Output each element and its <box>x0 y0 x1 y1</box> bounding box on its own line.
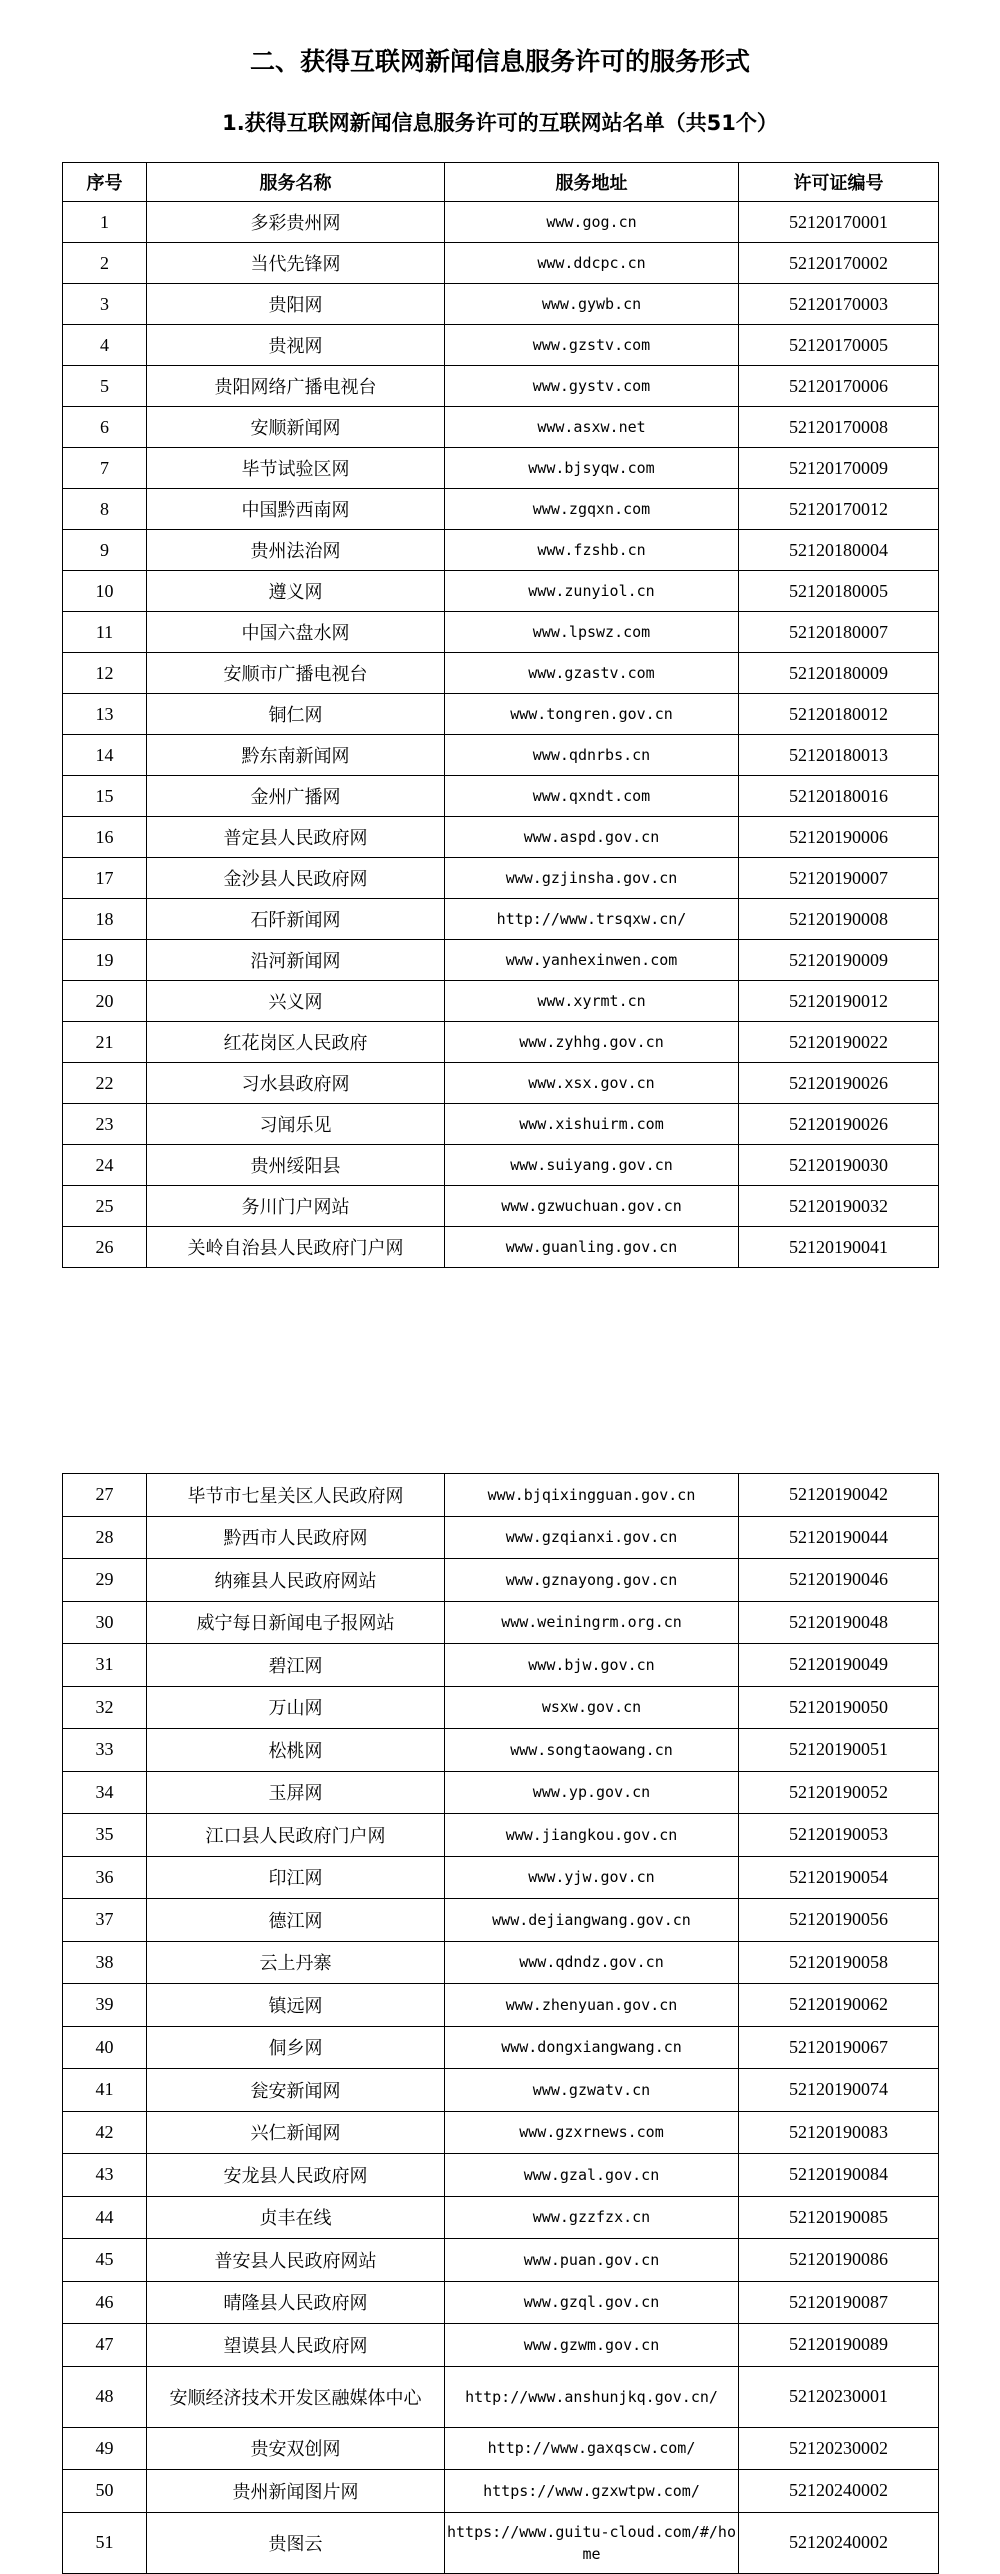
row-service-name: 瓮安新闻网 <box>147 2069 445 2112</box>
row-license-number: 52120180004 <box>739 530 939 571</box>
table-row <box>63 1729 939 1772</box>
row-seq: 33 <box>63 1729 147 1772</box>
row-service-address: www.xyrmt.cn <box>445 981 739 1022</box>
row-service-address: www.weiningrm.org.cn <box>445 1601 739 1644</box>
row-seq: 17 <box>63 858 147 899</box>
row-license-number: 52120190087 <box>739 2281 939 2324</box>
row-license-number: 52120170006 <box>739 366 939 407</box>
row-seq: 20 <box>63 981 147 1022</box>
row-service-name: 贵州绥阳县 <box>147 1145 445 1186</box>
row-license-number: 52120190089 <box>739 2324 939 2367</box>
row-service-name: 红花岗区人民政府 <box>147 1022 445 1063</box>
row-license-number: 52120190050 <box>739 1686 939 1729</box>
row-seq: 40 <box>63 2026 147 2069</box>
table-header-row <box>63 163 939 202</box>
row-seq: 50 <box>63 2470 147 2513</box>
row-seq: 3 <box>63 284 147 325</box>
row-service-name: 务川门户网站 <box>147 1186 445 1227</box>
row-license-number: 52120240002 <box>739 2512 939 2573</box>
row-service-name: 安顺新闻网 <box>147 407 445 448</box>
row-service-name: 贵阳网 <box>147 284 445 325</box>
row-service-address: www.gzwm.gov.cn <box>445 2324 739 2367</box>
row-license-number: 52120170005 <box>739 325 939 366</box>
table-row <box>63 2281 939 2324</box>
table-row <box>63 1516 939 1559</box>
row-service-address: www.suiyang.gov.cn <box>445 1145 739 1186</box>
row-service-address: www.gystv.com <box>445 366 739 407</box>
table-row <box>63 2154 939 2197</box>
row-seq: 8 <box>63 489 147 530</box>
table-row <box>63 530 939 571</box>
table-row <box>63 1559 939 1602</box>
row-license-number: 52120190042 <box>739 1474 939 1517</box>
row-license-number: 52120190058 <box>739 1941 939 1984</box>
row-service-address: http://www.anshunjkq.gov.cn/ <box>445 2366 739 2427</box>
row-service-name: 毕节试验区网 <box>147 448 445 489</box>
row-service-address: www.qdnrbs.cn <box>445 735 739 776</box>
table-row <box>63 694 939 735</box>
row-license-number: 52120190051 <box>739 1729 939 1772</box>
row-license-number: 52120190067 <box>739 2026 939 2069</box>
row-service-name: 威宁每日新闻电子报网站 <box>147 1601 445 1644</box>
row-license-number: 52120180016 <box>739 776 939 817</box>
row-service-address: www.zyhhg.gov.cn <box>445 1022 739 1063</box>
row-service-address: www.gzqianxi.gov.cn <box>445 1516 739 1559</box>
table-row <box>63 202 939 243</box>
table-row <box>63 1686 939 1729</box>
row-license-number: 52120170009 <box>739 448 939 489</box>
row-license-number: 52120190084 <box>739 2154 939 2197</box>
row-service-address: www.songtaowang.cn <box>445 1729 739 1772</box>
table-row <box>63 817 939 858</box>
row-seq: 51 <box>63 2512 147 2573</box>
row-service-name: 纳雍县人民政府网站 <box>147 1559 445 1602</box>
row-service-name: 普定县人民政府网 <box>147 817 445 858</box>
table-row <box>63 653 939 694</box>
row-seq: 2 <box>63 243 147 284</box>
table-row <box>63 1474 939 1517</box>
row-license-number: 52120190085 <box>739 2196 939 2239</box>
table-row <box>63 1814 939 1857</box>
row-service-name: 普安县人民政府网站 <box>147 2239 445 2282</box>
row-seq: 38 <box>63 1941 147 1984</box>
row-license-number: 52120180009 <box>739 653 939 694</box>
row-service-address: www.gog.cn <box>445 202 739 243</box>
row-license-number: 52120190056 <box>739 1899 939 1942</box>
row-service-name: 贞丰在线 <box>147 2196 445 2239</box>
row-seq: 41 <box>63 2069 147 2112</box>
row-seq: 32 <box>63 1686 147 1729</box>
table-row <box>63 2069 939 2112</box>
row-service-name: 习水县政府网 <box>147 1063 445 1104</box>
row-service-name: 镇远网 <box>147 1984 445 2027</box>
row-seq: 26 <box>63 1227 147 1268</box>
table-row <box>63 1771 939 1814</box>
row-seq: 31 <box>63 1644 147 1687</box>
row-seq: 44 <box>63 2196 147 2239</box>
row-service-name: 金沙县人民政府网 <box>147 858 445 899</box>
row-license-number: 52120190048 <box>739 1601 939 1644</box>
row-service-name: 贵阳网络广播电视台 <box>147 366 445 407</box>
header-license-number: 许可证编号 <box>739 163 939 202</box>
row-service-address: www.gzastv.com <box>445 653 739 694</box>
row-service-name: 黔西市人民政府网 <box>147 1516 445 1559</box>
row-seq: 28 <box>63 1516 147 1559</box>
row-seq: 12 <box>63 653 147 694</box>
row-license-number: 52120190032 <box>739 1186 939 1227</box>
row-service-name: 贵安双创网 <box>147 2427 445 2470</box>
row-service-address: www.bjsyqw.com <box>445 448 739 489</box>
row-service-address: www.zunyiol.cn <box>445 571 739 612</box>
row-service-address: www.yp.gov.cn <box>445 1771 739 1814</box>
row-service-name: 习闻乐见 <box>147 1104 445 1145</box>
row-service-address: www.jiangkou.gov.cn <box>445 1814 739 1857</box>
row-service-address: www.gzxrnews.com <box>445 2111 739 2154</box>
row-service-address: www.fzshb.cn <box>445 530 739 571</box>
row-service-name: 贵视网 <box>147 325 445 366</box>
table-row <box>63 612 939 653</box>
row-license-number: 52120190046 <box>739 1559 939 1602</box>
row-seq: 7 <box>63 448 147 489</box>
row-seq: 10 <box>63 571 147 612</box>
row-seq: 13 <box>63 694 147 735</box>
table-caption: 1.获得互联网新闻信息服务许可的互联网站名单（共51个） <box>222 111 778 135</box>
table-row <box>63 1984 939 2027</box>
row-license-number: 52120190049 <box>739 1644 939 1687</box>
table-row <box>63 1644 939 1687</box>
row-seq: 14 <box>63 735 147 776</box>
row-service-address: www.gznayong.gov.cn <box>445 1559 739 1602</box>
row-service-address: www.gzwuchuan.gov.cn <box>445 1186 739 1227</box>
row-service-address: wsxw.gov.cn <box>445 1686 739 1729</box>
table-row <box>63 1145 939 1186</box>
table-row <box>63 1941 939 1984</box>
row-service-address: www.gzjinsha.gov.cn <box>445 858 739 899</box>
row-license-number: 52120230001 <box>739 2366 939 2427</box>
row-service-address: www.xishuirm.com <box>445 1104 739 1145</box>
row-service-name: 德江网 <box>147 1899 445 1942</box>
row-seq: 39 <box>63 1984 147 2027</box>
table-row <box>63 1601 939 1644</box>
table-row <box>63 981 939 1022</box>
row-service-address: www.gzzfzx.cn <box>445 2196 739 2239</box>
table-row <box>63 2196 939 2239</box>
row-service-name: 云上丹寨 <box>147 1941 445 1984</box>
row-service-name: 铜仁网 <box>147 694 445 735</box>
row-service-name: 松桃网 <box>147 1729 445 1772</box>
table-row <box>63 489 939 530</box>
header-service-address: 服务地址 <box>445 163 739 202</box>
row-service-name: 望谟县人民政府网 <box>147 2324 445 2367</box>
table-row <box>63 2366 939 2427</box>
row-license-number: 52120170012 <box>739 489 939 530</box>
row-service-address: www.dejiangwang.gov.cn <box>445 1899 739 1942</box>
row-seq: 9 <box>63 530 147 571</box>
table-row <box>63 2239 939 2282</box>
row-license-number: 52120240002 <box>739 2470 939 2513</box>
header-seq: 序号 <box>63 163 147 202</box>
table-row <box>63 1022 939 1063</box>
table-row <box>63 366 939 407</box>
row-license-number: 52120190007 <box>739 858 939 899</box>
table-row <box>63 2470 939 2513</box>
row-service-name: 兴义网 <box>147 981 445 1022</box>
row-seq: 34 <box>63 1771 147 1814</box>
row-seq: 6 <box>63 407 147 448</box>
table-row <box>63 776 939 817</box>
table-row <box>63 325 939 366</box>
row-service-address: www.gywb.cn <box>445 284 739 325</box>
table-row <box>63 407 939 448</box>
table-row <box>63 1186 939 1227</box>
row-seq: 4 <box>63 325 147 366</box>
row-service-name: 石阡新闻网 <box>147 899 445 940</box>
row-service-address: www.yanhexinwen.com <box>445 940 739 981</box>
table-row <box>63 899 939 940</box>
table-row <box>63 2026 939 2069</box>
row-license-number: 52120190054 <box>739 1856 939 1899</box>
row-license-number: 52120190041 <box>739 1227 939 1268</box>
row-seq: 29 <box>63 1559 147 1602</box>
row-service-address: http://www.gaxqscw.com/ <box>445 2427 739 2470</box>
row-license-number: 52120230002 <box>739 2427 939 2470</box>
row-seq: 25 <box>63 1186 147 1227</box>
row-service-name: 兴仁新闻网 <box>147 2111 445 2154</box>
row-service-address: http://www.trsqxw.cn/ <box>445 899 739 940</box>
row-service-address: www.yjw.gov.cn <box>445 1856 739 1899</box>
row-service-name: 贵图云 <box>147 2512 445 2573</box>
row-seq: 45 <box>63 2239 147 2282</box>
row-seq: 43 <box>63 2154 147 2197</box>
table-row <box>63 2427 939 2470</box>
table-row <box>63 1899 939 1942</box>
row-seq: 24 <box>63 1145 147 1186</box>
row-license-number: 52120170001 <box>739 202 939 243</box>
row-license-number: 52120190006 <box>739 817 939 858</box>
row-seq: 18 <box>63 899 147 940</box>
row-license-number: 52120170002 <box>739 243 939 284</box>
row-service-name: 金州广播网 <box>147 776 445 817</box>
row-license-number: 52120170008 <box>739 407 939 448</box>
row-seq: 19 <box>63 940 147 981</box>
row-seq: 35 <box>63 1814 147 1857</box>
table-row <box>63 858 939 899</box>
row-service-address: www.bjqixingguan.gov.cn <box>445 1474 739 1517</box>
table-row <box>63 2324 939 2367</box>
site-list-table-part-2 <box>62 1473 939 2574</box>
row-service-name: 晴隆县人民政府网 <box>147 2281 445 2324</box>
row-service-name: 贵州法治网 <box>147 530 445 571</box>
row-license-number: 52120190062 <box>739 1984 939 2027</box>
table-row <box>63 448 939 489</box>
table-row <box>63 284 939 325</box>
row-service-name: 江口县人民政府门户网 <box>147 1814 445 1857</box>
table-row <box>63 2111 939 2154</box>
table-row <box>63 1104 939 1145</box>
row-service-name: 玉屏网 <box>147 1771 445 1814</box>
row-seq: 42 <box>63 2111 147 2154</box>
row-service-address: www.gzstv.com <box>445 325 739 366</box>
row-service-address: www.aspd.gov.cn <box>445 817 739 858</box>
row-service-address: www.tongren.gov.cn <box>445 694 739 735</box>
row-seq: 46 <box>63 2281 147 2324</box>
row-license-number: 52120190053 <box>739 1814 939 1857</box>
row-seq: 16 <box>63 817 147 858</box>
row-seq: 11 <box>63 612 147 653</box>
row-service-address: www.bjw.gov.cn <box>445 1644 739 1687</box>
row-service-address: www.lpswz.com <box>445 612 739 653</box>
row-service-address: www.guanling.gov.cn <box>445 1227 739 1268</box>
row-seq: 48 <box>63 2366 147 2427</box>
row-service-address: https://www.guitu-cloud.com/#/home <box>445 2512 739 2573</box>
row-service-name: 当代先锋网 <box>147 243 445 284</box>
row-seq: 36 <box>63 1856 147 1899</box>
row-seq: 30 <box>63 1601 147 1644</box>
row-license-number: 52120190012 <box>739 981 939 1022</box>
row-service-name: 碧江网 <box>147 1644 445 1687</box>
row-service-address: www.asxw.net <box>445 407 739 448</box>
row-service-name: 安顺经济技术开发区融媒体中心 <box>147 2366 445 2427</box>
row-service-name: 关岭自治县人民政府门户网 <box>147 1227 445 1268</box>
table-row <box>63 1227 939 1268</box>
row-license-number: 52120190044 <box>739 1516 939 1559</box>
row-seq: 23 <box>63 1104 147 1145</box>
row-license-number: 52120180012 <box>739 694 939 735</box>
row-seq: 27 <box>63 1474 147 1517</box>
row-service-name: 侗乡网 <box>147 2026 445 2069</box>
row-license-number: 52120190083 <box>739 2111 939 2154</box>
row-license-number: 52120190052 <box>739 1771 939 1814</box>
row-service-name: 万山网 <box>147 1686 445 1729</box>
row-seq: 1 <box>63 202 147 243</box>
row-license-number: 52120190008 <box>739 899 939 940</box>
row-service-address: www.gzal.gov.cn <box>445 2154 739 2197</box>
row-seq: 37 <box>63 1899 147 1942</box>
row-service-address: www.qdndz.gov.cn <box>445 1941 739 1984</box>
table-row <box>63 243 939 284</box>
row-license-number: 52120170003 <box>739 284 939 325</box>
row-seq: 15 <box>63 776 147 817</box>
row-service-name: 安顺市广播电视台 <box>147 653 445 694</box>
row-license-number: 52120190022 <box>739 1022 939 1063</box>
table-row <box>63 571 939 612</box>
row-seq: 5 <box>63 366 147 407</box>
row-service-address: www.gzwatv.cn <box>445 2069 739 2112</box>
row-service-address: www.dongxiangwang.cn <box>445 2026 739 2069</box>
row-service-name: 多彩贵州网 <box>147 202 445 243</box>
page-title: 二、获得互联网新闻信息服务许可的服务形式 <box>249 47 750 76</box>
row-seq: 22 <box>63 1063 147 1104</box>
row-seq: 21 <box>63 1022 147 1063</box>
table-row <box>63 1856 939 1899</box>
row-service-address: www.xsx.gov.cn <box>445 1063 739 1104</box>
row-license-number: 52120180005 <box>739 571 939 612</box>
row-seq: 49 <box>63 2427 147 2470</box>
row-license-number: 52120180007 <box>739 612 939 653</box>
row-service-address: www.gzql.gov.cn <box>445 2281 739 2324</box>
row-service-name: 安龙县人民政府网 <box>147 2154 445 2197</box>
row-license-number: 52120190086 <box>739 2239 939 2282</box>
row-service-name: 毕节市七星关区人民政府网 <box>147 1474 445 1517</box>
row-license-number: 52120190026 <box>739 1104 939 1145</box>
row-service-address: www.ddcpc.cn <box>445 243 739 284</box>
row-service-address: www.zgqxn.com <box>445 489 739 530</box>
row-service-name: 黔东南新闻网 <box>147 735 445 776</box>
row-service-name: 贵州新闻图片网 <box>147 2470 445 2513</box>
row-service-name: 沿河新闻网 <box>147 940 445 981</box>
row-license-number: 52120190074 <box>739 2069 939 2112</box>
table-row <box>63 2512 939 2573</box>
site-list-table-part-1 <box>62 162 939 1268</box>
row-service-name: 遵义网 <box>147 571 445 612</box>
header-service-name: 服务名称 <box>147 163 445 202</box>
row-license-number: 52120190009 <box>739 940 939 981</box>
row-license-number: 52120180013 <box>739 735 939 776</box>
row-service-name: 中国六盘水网 <box>147 612 445 653</box>
row-service-address: www.zhenyuan.gov.cn <box>445 1984 739 2027</box>
table-row <box>63 735 939 776</box>
row-service-address: www.qxndt.com <box>445 776 739 817</box>
row-license-number: 52120190026 <box>739 1063 939 1104</box>
table-row <box>63 1063 939 1104</box>
table-row <box>63 940 939 981</box>
row-service-address: www.puan.gov.cn <box>445 2239 739 2282</box>
row-service-address: https://www.gzxwtpw.com/ <box>445 2470 739 2513</box>
row-seq: 47 <box>63 2324 147 2367</box>
row-license-number: 52120190030 <box>739 1145 939 1186</box>
row-service-name: 中国黔西南网 <box>147 489 445 530</box>
row-service-name: 印江网 <box>147 1856 445 1899</box>
